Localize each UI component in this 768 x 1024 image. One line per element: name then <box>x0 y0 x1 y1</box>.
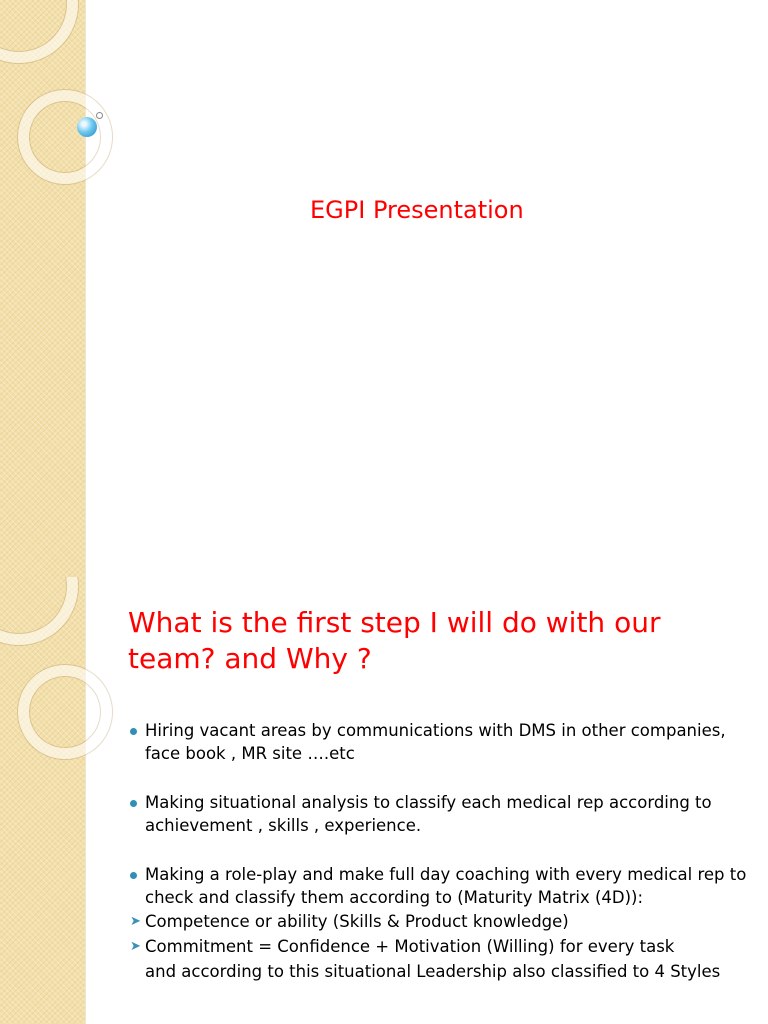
small-ring-icon <box>96 112 103 119</box>
list-item <box>128 792 758 837</box>
round-bullet-icon <box>130 800 137 807</box>
round-bullet-icon <box>130 728 137 735</box>
slide-title: EGPI Presentation <box>310 196 524 224</box>
continuation-text: and according to this situational Leadership also classified to 4 Styles <box>145 962 721 981</box>
list-item <box>128 911 758 934</box>
sub-bullet-text: Competence or ability (Skills & Product knowledge) <box>145 912 569 931</box>
decorative-circle <box>18 665 112 759</box>
list-item <box>128 864 758 909</box>
slide-heading: What is the first step I will do with our team? and Why ? <box>128 606 661 675</box>
bullet-list <box>128 720 758 984</box>
decorative-circle <box>0 0 78 63</box>
decorative-side-band <box>0 577 86 1024</box>
decorative-side-band <box>0 0 86 577</box>
bullet-text: Making a role-play and make full day coaching with every medical rep to check and classify them according to (Maturity Matrix (4D)): <box>145 865 747 907</box>
decorative-circle <box>18 90 112 184</box>
blue-orb-icon <box>77 117 97 137</box>
list-item <box>128 936 758 959</box>
bullet-text: Making situational analysis to classify each medical rep according to achievement , skills , experience. <box>145 793 712 835</box>
slide-2 <box>0 577 768 1024</box>
bullet-text: Hiring vacant areas by communications with DMS in other companies, face book , MR site ….etc <box>145 721 726 763</box>
decorative-circle <box>0 577 78 645</box>
round-bullet-icon <box>130 872 137 879</box>
list-item <box>128 720 758 765</box>
arrow-bullet-icon: ➤ <box>130 938 141 954</box>
sub-bullet-text: Commitment = Confidence + Motivation (Willing) for every task <box>145 936 675 956</box>
arrow-bullet-icon: ➤ <box>130 914 141 929</box>
